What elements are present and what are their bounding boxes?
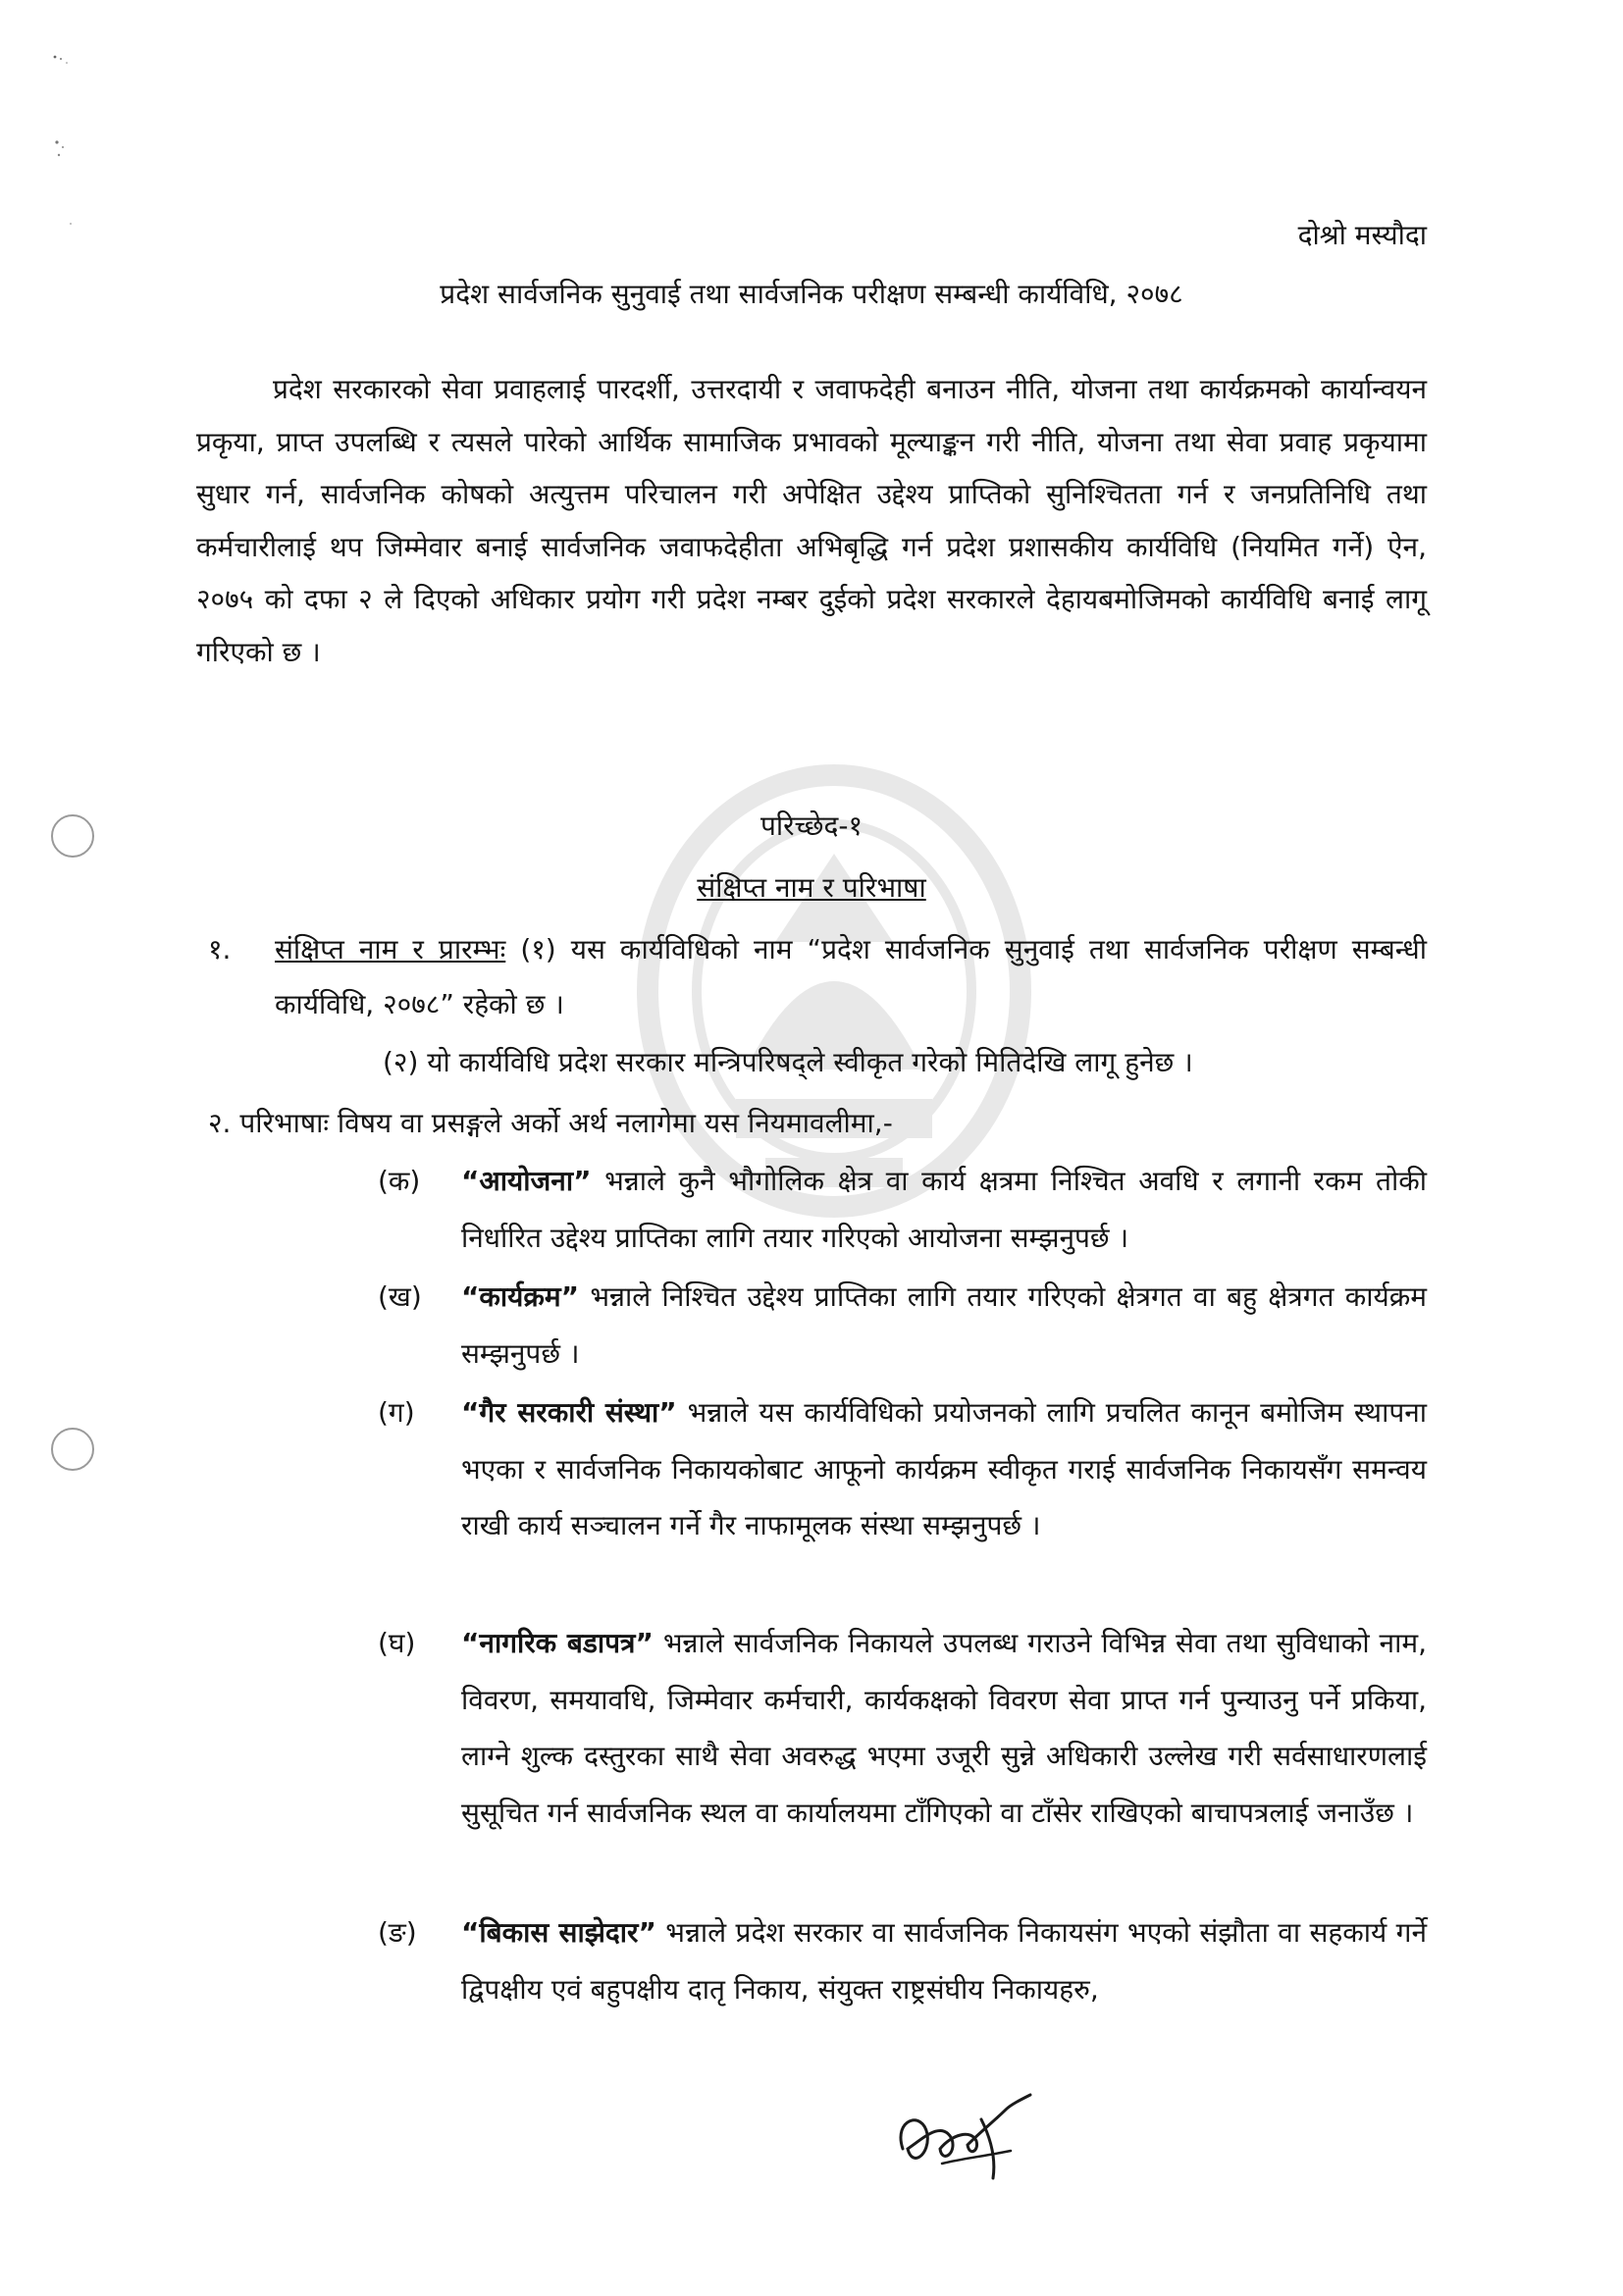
section-1-number: १. [208, 933, 232, 965]
definition-body: भन्नाले निश्चित उद्देश्य प्राप्तिका लागि तयार गरिएको क्षेत्रगत वा बहु क्षेत्रगत कार्यक्रम सम्झनुपर्छ । [461, 1280, 1427, 1370]
signature [883, 2080, 1050, 2188]
definition-body: भन्नाले यस कार्यविधिको प्रयोजनको लागि प्रचलित कानून बमोजिम स्थापना भएका र सार्वजनिक निकायकोबाट आफूनो कार्यक्रम स्वीकृत गराई सार्वजनिक निकायसँग समन्वय राखी कार्य सञ्चालन गर्ने गैर नाफामूलक संस्था सम्झनुपर्छ । [461, 1396, 1428, 1541]
definition-label: (ङ) [378, 1916, 417, 1949]
section-1-clause-1: (१) यस कार्यविधिको नाम “प्रदेश सार्वजनिक सुनुवाई तथा सार्वजनिक परीक्षण सम्बन्धी कार्यविधि, २०७८” रहेको छ । [275, 933, 1428, 1020]
definition-label: (ख) [378, 1280, 422, 1313]
chapter-number: परिच्छेद-१ [759, 809, 864, 842]
punch-hole-top [51, 814, 94, 858]
section-1-body [275, 922, 1427, 1032]
section-1 [208, 922, 1427, 1032]
definition-item [378, 1153, 1427, 1266]
definition-text [461, 1384, 1427, 1554]
section-1-clause-2: (२) यो कार्यविधि प्रदेश सरकार मन्त्रिपरिषद्ले स्वीकृत गरेको मितिदेखि लागू हुनेछ । [383, 1046, 1193, 1078]
definition-body: भन्नाले कुनै भौगोलिक क्षेत्र वा कार्य क्षत्रमा निश्चित अवधि र लगानी रकम तोकी निर्धारित उद्देश्य प्राप्तिका लागि तयार गरिएको आयोजना सम्झनुपर्छ । [461, 1165, 1428, 1254]
document-title: प्रदेश सार्वजनिक सुनुवाई तथा सार्वजनिक परीक्षण सम्बन्धी कार्यविधि, २०७८ [440, 278, 1183, 310]
definition-term: “गैर सरकारी संस्था” [461, 1396, 677, 1429]
definition-body: भन्नाले सार्वजनिक निकायले उपलब्ध गराउने विभिन्न सेवा तथा सुविधाको नाम, विवरण, समयावधि, जिम्मेवार कर्मचारी, कार्यकक्षको विवरण सेवा प्राप्त गर्न पुन्याउनु पर्ने प्रकिया, लाग्ने शुल्क दस्तुरका साथै सेवा अवरुद्ध भएमा उजूरी सुन्ने अधिकारी उल्लेख गरी सर्वसाधारणलाई सुसूचित गर्न सार्वजनिक स्थल वा कार्यालयमा टाँगिएको वा टाँसेर राखिएको बाचापत्रलाई जनाउँछ । [461, 1627, 1427, 1829]
definition-item [378, 1384, 1427, 1554]
definition-item [378, 1905, 1427, 2017]
punch-hole-bottom [51, 1428, 94, 1471]
definition-item [378, 1615, 1427, 1841]
definition-text [461, 1153, 1427, 1266]
scan-specks [49, 49, 79, 245]
definition-text [461, 1269, 1427, 1382]
definition-label: (क) [378, 1165, 421, 1197]
definition-label: (ग) [378, 1396, 415, 1429]
definition-text [461, 1905, 1427, 2017]
definition-term: “नागरिक बडापत्र” [461, 1627, 654, 1659]
chapter-heading: संक्षिप्त नाम र परिभाषा [697, 871, 926, 904]
definition-item [378, 1269, 1427, 1382]
definition-body: भन्नाले प्रदेश सरकार वा सार्वजनिक निकायसंग भएको संझौता वा सहकार्य गर्ने द्विपक्षीय एवं बहुपक्षीय दातृ निकाय, संयुक्त राष्ट्रसंघीय निकायहरु, [461, 1916, 1427, 2006]
definition-label: (घ) [378, 1627, 416, 1659]
definition-term: “बिकास साझेदार” [461, 1916, 656, 1949]
preamble-paragraph: प्रदेश सरकारको सेवा प्रवाहलाई पारदर्शी, उत्तरदायी र जवाफदेही बनाउन नीति, योजना तथा कार्यक्रमको कार्यान्वयन प्रकृया, प्राप्त उपलब्धि र त्यसले पारेको आर्थिक सामाजिक प्रभावको मूल्याङ्कन गरी नीति, योजना तथा सेवा प्रवाह प्रकृयामा सुधार गर्न, सार्वजनिक कोषको अत्युत्तम परिचालन गरी अपेक्षित उद्देश्य प्राप्तिको सुनिश्चितता गर्न र जनप्रतिनिधि तथा कर्मचारीलाई थप जिम्मेवार बनाई सार्वजनिक जवाफदेहीता अभिबृद्धि गर्न प्रदेश प्रशासकीय कार्यविधि (नियमित गर्ने) ऐन, २०७५ को दफा २ ले दिएको अधिकार प्रयोग गरी प्रदेश नम्बर दुईको प्रदेश सरकारले देहायबमोजिमको कार्यविधि बनाई लागू गरिएको छ । [196, 373, 1427, 668]
definition-text [461, 1615, 1427, 1841]
section-2-intro: २. परिभाषाः विषय वा प्रसङ्गले अर्को अर्थ नलागेमा यस नियमावलीमा,- [208, 1107, 893, 1139]
draft-label: दोश्रो मस्यौदा [1297, 219, 1427, 251]
definition-term: “आयोजना” [461, 1165, 592, 1197]
definition-term: “कार्यक्रम” [461, 1280, 580, 1313]
section-1-heading: संक्षिप्त नाम र प्रारम्भः [275, 933, 506, 965]
